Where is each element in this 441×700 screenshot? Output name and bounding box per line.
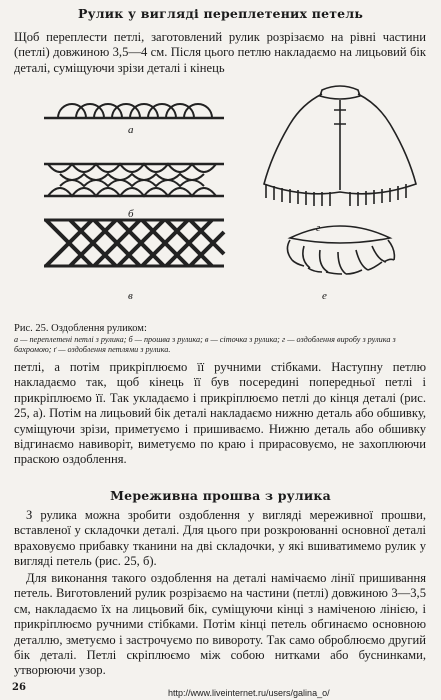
section-title-loops: Рулик у вигляді переплетених петель [77,6,364,21]
interlaced-loops-illustration [44,104,224,118]
paragraph-intro: Щоб переплести петлі, заготовлений рулик розрізаємо на рівні частини (петлі) довжиною 3,5—4 см. Після цього петлю накладаємо на лицьовий бік деталі, суміщуючи зрізи деталі і кінець [14,30,426,75]
figure-label-d: е [322,290,327,302]
collar-with-loops-illustration [287,226,394,274]
figure-label-v: в [128,290,133,302]
lattice-illustration [44,220,224,266]
figure-label-g: г [316,222,321,234]
section-title-lace: Мереживна прошва з рулика [110,488,331,503]
figure-label-b: б [128,208,134,220]
figure-25-right [250,80,430,310]
cape-with-fringe-illustration [264,86,416,206]
figure-caption-title: Рис. 25. Оздоблення руликом: [14,323,147,334]
paragraph-lace-intro: З рулика можна зробити оздоблення у вигляді мереживної прошви, вставленої у складочки деталі. Для цього при розкроюванні основної деталі враховуємо прибавку тканини на дві складочки, у які вшиватимемо рулик у вигляді петель (рис. 25, б). [14,508,426,569]
figure-25-left [40,88,230,318]
figure-label-a: а [128,124,134,136]
paragraph-lace-steps: Для виконання такого оздоблення на деталі намічаємо лінії пришивання петель. Виготовлений рулик розрізаємо на частини (петлі) довжиною 3—3,5 см, накладаємо їх на лицьовий бік, суміщуючи кінці з наміченою лінією, і прикріплюємо ручними стібками. Потім кінці петель обгинаємо основною деталлю, зметуємо і застрочуємо по вивороту. Так само оброблюємо другий бік деталі. Петлі скріплюємо між собою нитками або буснинками, утворюючи узор. [14,571,426,678]
paragraph-loops-continued: петлі, а потім прикріплюємо її ручними стібками. Наступну петлю накладаємо так, щоб кінець її був посередині попередньої петлі і прикріплюємо її. Так укладаємо і прикріплюємо петлі до кінця деталі (рис. 25, а). Потім на лицьовий бік деталі накладаємо нижню деталь або обшивку, суміщуючи зрізи, приметуємо і пришиваємо. Нижню деталь або обшивку відгинаємо навиворіт, виметуємо по краю і прирасовуємо, не захоплюючи праскою оздоблення. [14,360,426,467]
watermark-url: http://www.liveinternet.ru/users/galina_o/ [168,688,330,698]
figure-caption-text: а — переплетені петлі з рулика; б — прошва з рулика; в — сіточка з рулика; г — оздоблення виробу з рулика з бахромою; ґ — оздоблення петлями з рулика. [14,335,396,355]
lace-insert-illustration [44,164,224,196]
page-number: 26 [12,682,26,693]
